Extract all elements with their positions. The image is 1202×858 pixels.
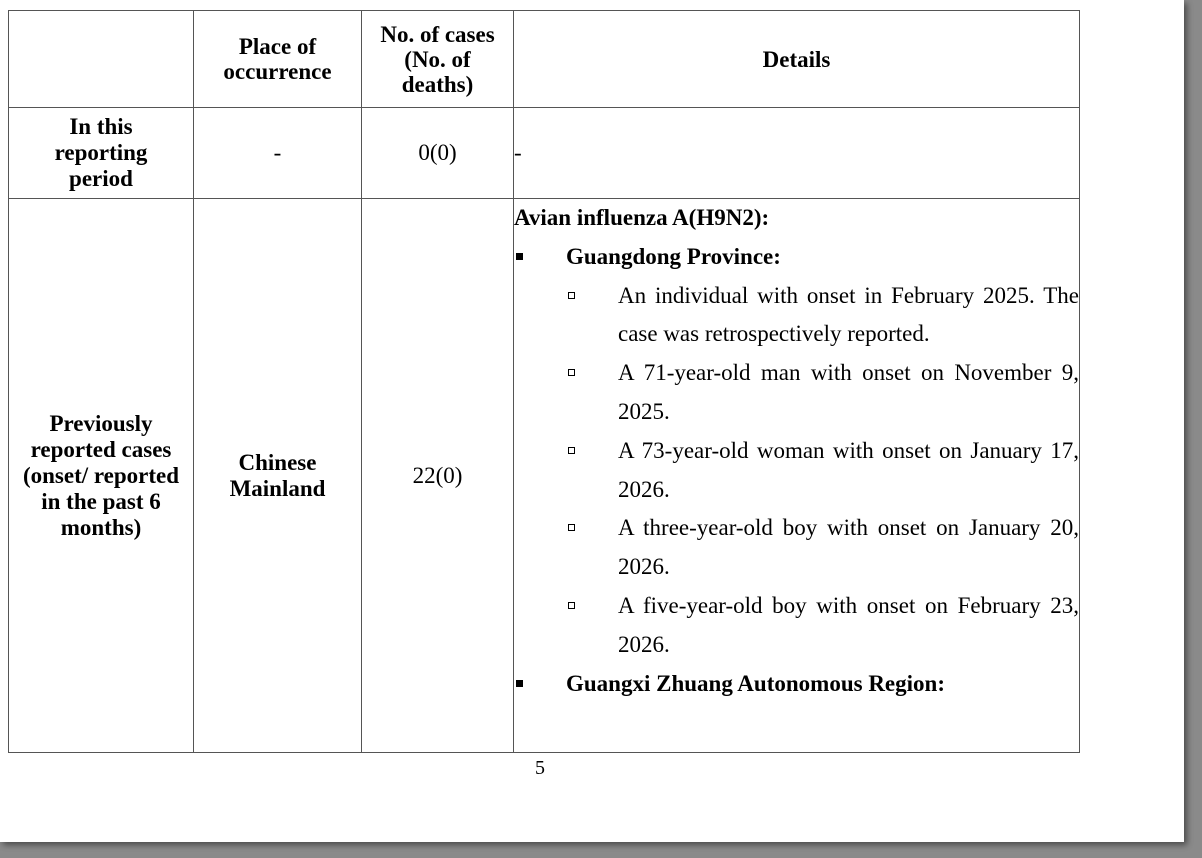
header-details: Details	[514, 11, 1080, 108]
hollow-square-bullet-icon	[568, 369, 575, 376]
details-cell-current-period: -	[514, 108, 1080, 199]
region-name: Guangxi Zhuang Autonomous Region:	[566, 670, 945, 696]
case-item	[566, 432, 1079, 510]
cases-cell-previous-cases: 22(0)	[362, 199, 514, 753]
details-cell-previous-cases	[514, 199, 1080, 753]
row-label-current-period: In this reporting period	[9, 108, 194, 199]
header-number-of-cases: No. of cases (No. of deaths)	[362, 11, 514, 108]
region-item-guangdong	[514, 238, 1079, 665]
place-cell-previous-cases: Chinese Mainland	[194, 199, 362, 753]
case-text: A 71-year-old man with onset on November 9, 2025.	[618, 360, 1079, 424]
disease-heading: Avian influenza A(H9N2):	[514, 205, 770, 230]
case-text: An individual with onset in February 2025. The case was retrospectively reported.	[618, 282, 1079, 347]
hollow-square-bullet-icon	[568, 292, 575, 299]
case-text: A five-year-old boy with onset on February 23, 2026.	[618, 592, 1079, 657]
case-item	[566, 277, 1079, 355]
table-header-row	[9, 11, 1080, 108]
case-item	[566, 509, 1079, 587]
case-item	[566, 587, 1079, 665]
hollow-square-bullet-icon	[568, 524, 575, 531]
header-empty	[9, 11, 194, 108]
place-cell-current-period: -	[194, 108, 362, 199]
cases-cell-current-period: 0(0)	[362, 108, 514, 199]
filled-square-bullet-icon	[516, 680, 523, 687]
table-row-current-period	[9, 108, 1080, 199]
region-list	[514, 238, 1079, 704]
case-list	[566, 277, 1079, 665]
header-place-of-occurrence: Place of occurrence	[194, 11, 362, 108]
row-label-previous-cases: Previously reported cases (onset/ reported in the past 6 months)	[9, 199, 194, 753]
page-number: 5	[535, 757, 545, 779]
region-name: Guangdong Province:	[566, 243, 781, 269]
table-row-previous-cases	[9, 199, 1080, 753]
cases-table	[8, 10, 1080, 753]
case-text: A 73-year-old woman with onset on January 17, 2026.	[618, 437, 1079, 502]
region-item-guangxi	[514, 665, 1079, 704]
hollow-square-bullet-icon	[568, 447, 575, 454]
filled-square-bullet-icon	[516, 253, 523, 260]
case-item	[566, 354, 1079, 432]
case-text: A three-year-old boy with onset on January 20, 2026.	[618, 515, 1079, 580]
hollow-square-bullet-icon	[568, 602, 575, 609]
